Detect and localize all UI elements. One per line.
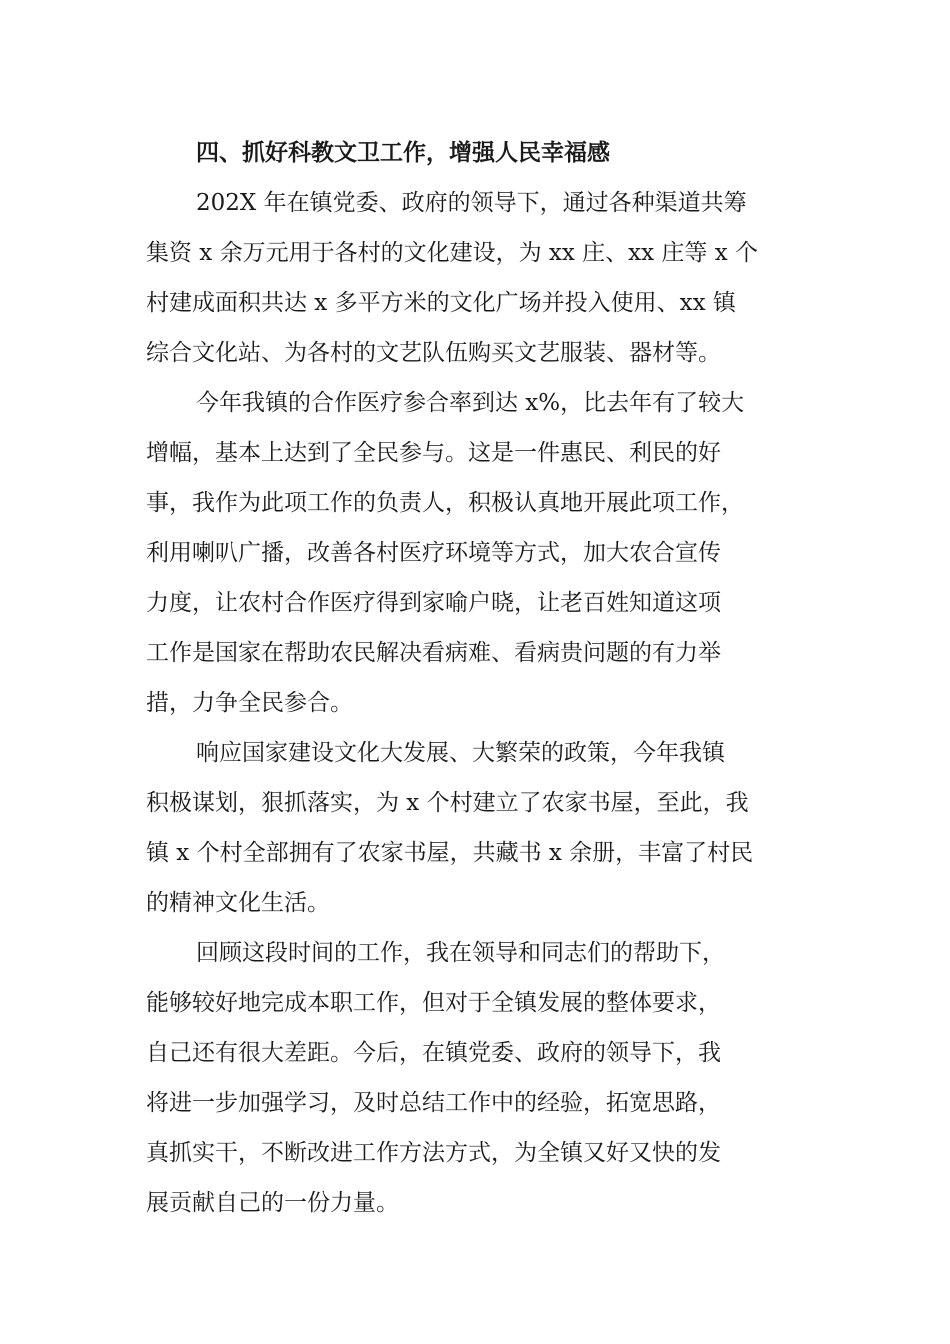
paragraph-line: 202X 年在镇党委、政府的领导下，通过各种渠道共筹 (196, 190, 747, 216)
paragraph-line: 展贡献自己的一份力量。 (146, 1190, 399, 1216)
paragraph-line: 回顾这段时间的工作，我在领导和同志们的帮助下， (196, 940, 725, 966)
paragraph-line: 真抓实干，不断改进工作方法方式，为全镇又好又快的发 (146, 1140, 721, 1166)
paragraph-line: 自己还有很大差距。今后，在镇党委、政府的领导下，我 (146, 1040, 721, 1066)
paragraph-line: 积极谋划，狠抓落实，为 x 个村建立了农家书屋，至此，我 (146, 790, 749, 816)
paragraph-culture-construction (146, 178, 806, 378)
paragraph-line: 综合文化站、为各村的文艺队伍购买文艺服装、器材等。 (146, 340, 721, 366)
paragraph-line: 的精神文化生活。 (146, 890, 330, 916)
paragraph-farmhouse-library (146, 728, 806, 928)
paragraph-line: 增幅，基本上达到了全民参与。这是一件惠民、利民的好 (146, 440, 721, 466)
paragraph-line: 集资 x 余万元用于各村的文化建设，为 xx 庄、xx 庄等 x 个 (146, 240, 759, 266)
paragraph-line: 响应国家建设文化大发展、大繁荣的政策，今年我镇 (196, 740, 725, 766)
paragraph-line: 村建成面积共达 x 多平方米的文化广场并投入使用、xx 镇 (146, 290, 736, 316)
paragraph-review-summary (146, 928, 806, 1228)
paragraph-line: 镇 x 个村全部拥有了农家书屋，共藏书 x 余册，丰富了村民 (146, 840, 754, 866)
paragraph-line: 工作是国家在帮助农民解决看病难、看病贵问题的有力举 (146, 640, 721, 666)
paragraph-line: 力度，让农村合作医疗得到家喻户晓，让老百姓知道这项 (146, 590, 721, 616)
paragraph-line: 将进一步加强学习，及时总结工作中的经验，拓宽思路， (146, 1090, 721, 1116)
section-heading: 四、抓好科教文卫工作，增强人民幸福感 (196, 139, 610, 166)
paragraph-line: 事，我作为此项工作的负责人，积极认真地开展此项工作， (146, 490, 744, 516)
document-body (146, 128, 806, 1228)
paragraph-line: 利用喇叭广播，改善各村医疗环境等方式，加大农合宣传 (146, 540, 721, 566)
paragraph-line: 今年我镇的合作医疗参合率到达 x%，比去年有了较大 (196, 390, 745, 416)
paragraph-line: 能够较好地完成本职工作，但对于全镇发展的整体要求， (146, 990, 721, 1016)
paragraph-line: 措，力争全民参合。 (146, 690, 353, 716)
paragraph-cooperative-medical (146, 378, 806, 728)
